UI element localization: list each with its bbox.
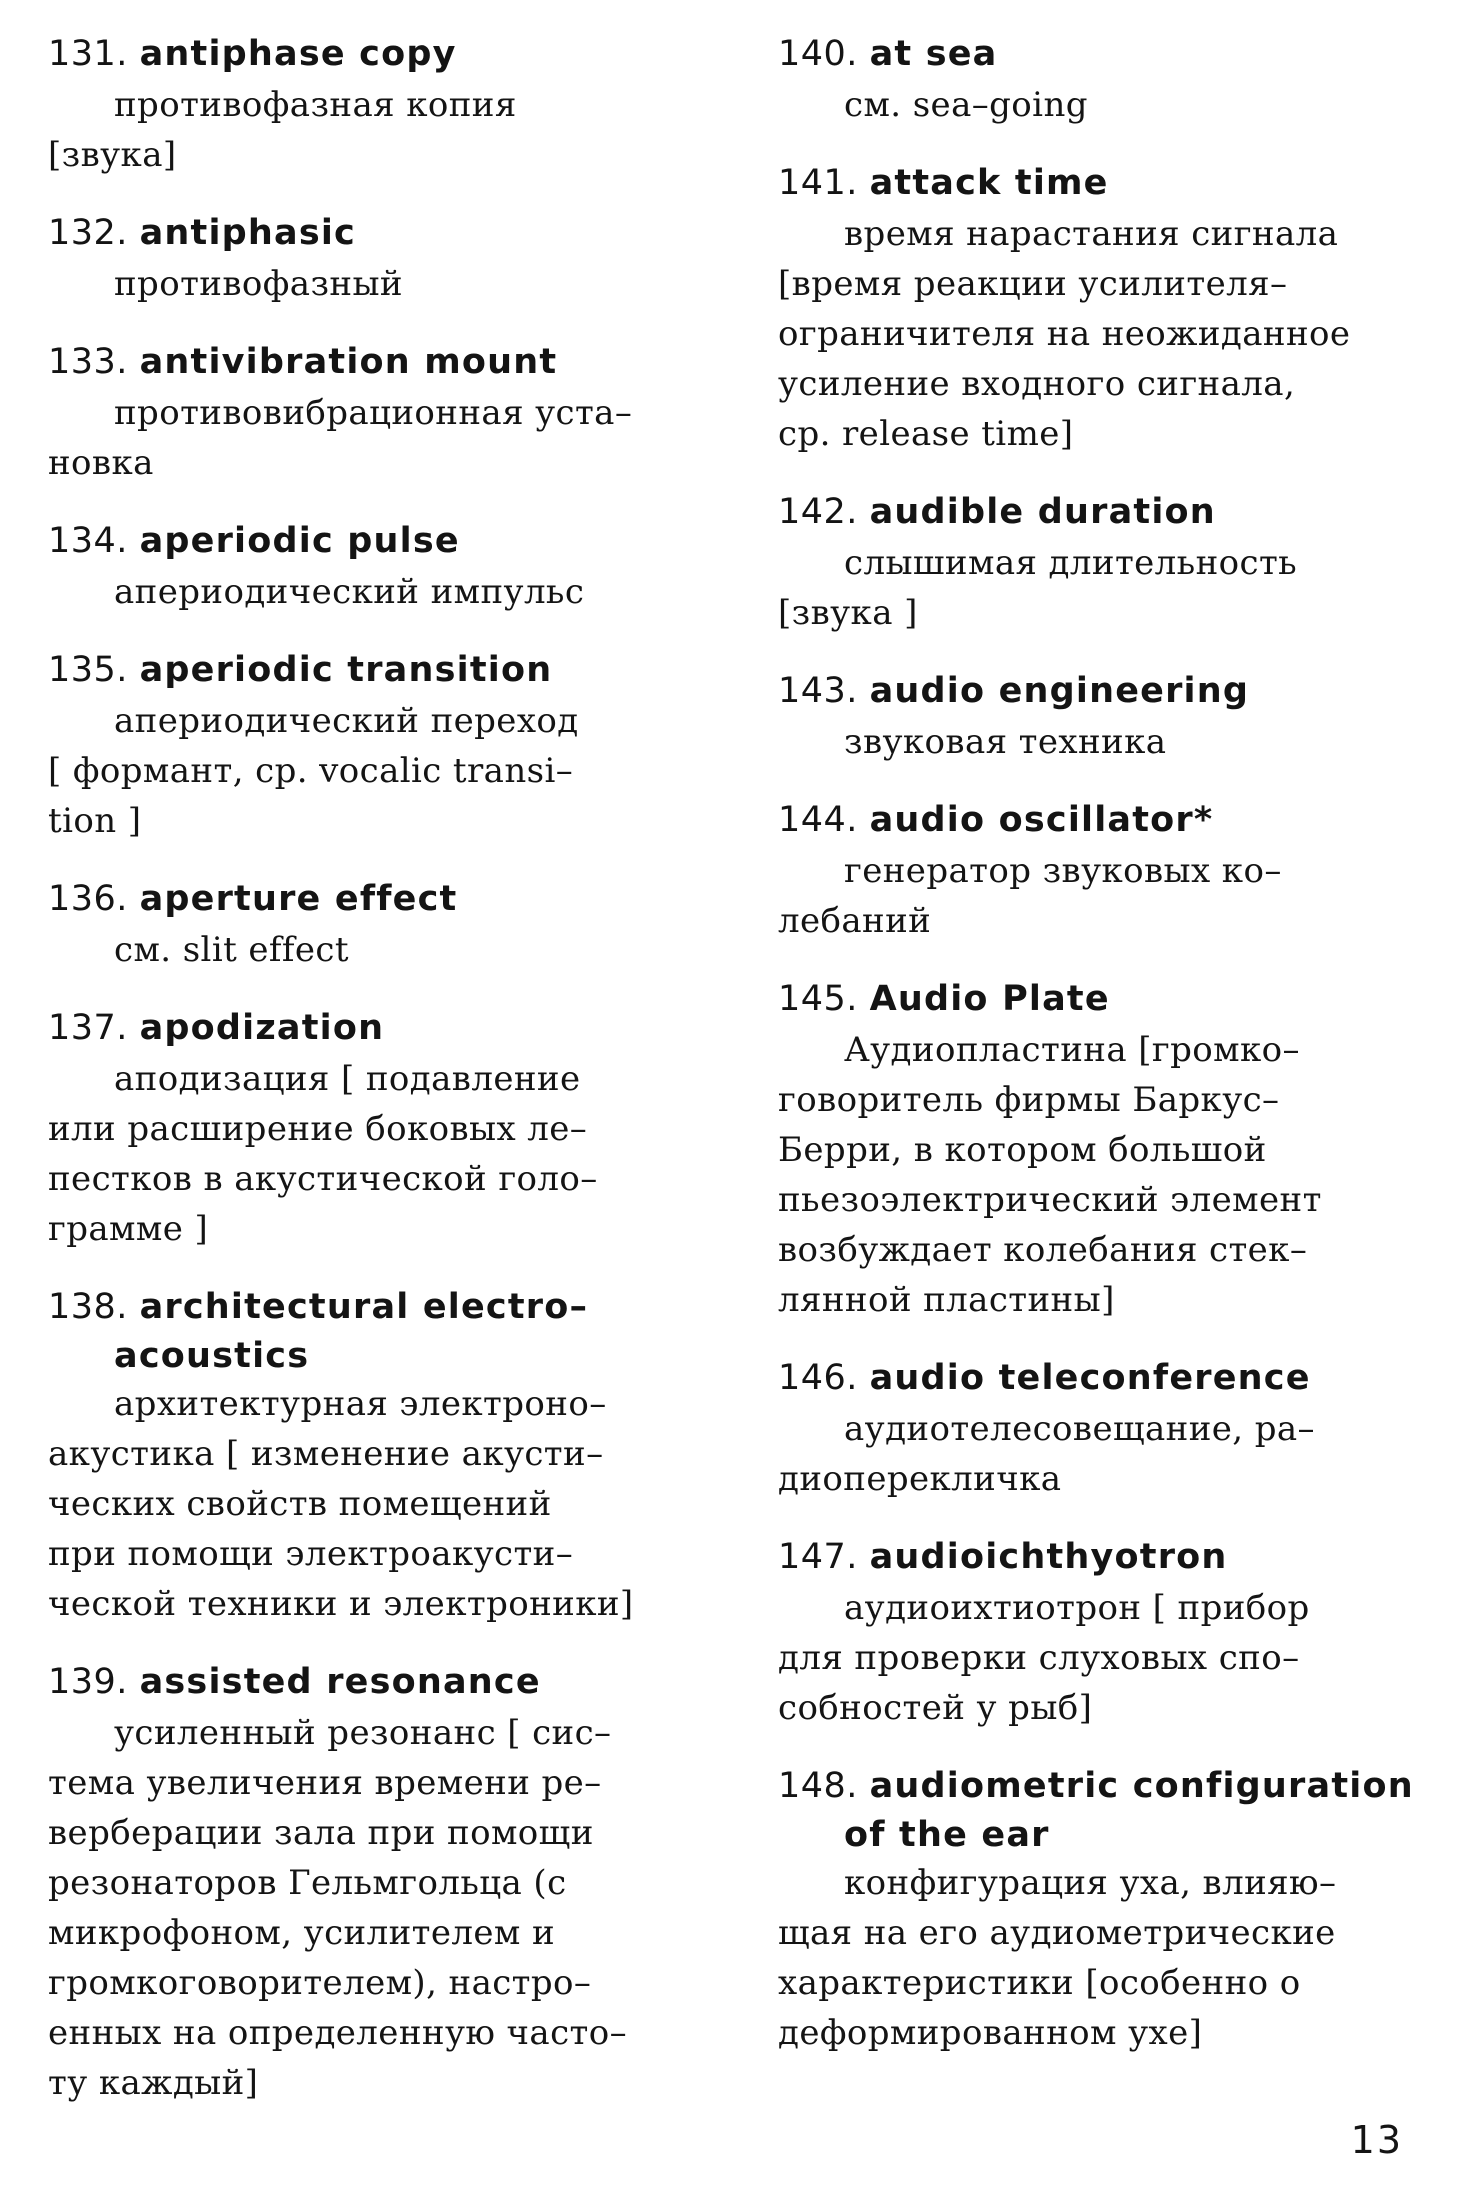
dictionary-entry: [48, 1656, 708, 2108]
entry-headword: [778, 28, 1418, 80]
entry-headword: [778, 486, 1418, 538]
entry-definition-line: звуковая техника: [844, 722, 1167, 762]
entry-definition-line: см. sea–going: [844, 85, 1088, 125]
dictionary-entry: [778, 794, 1418, 946]
entry-term: audible duration: [869, 492, 1216, 532]
dictionary-entry: [778, 28, 1418, 130]
entry-headword: [48, 1281, 708, 1333]
entry-term: antivibration mount: [139, 342, 558, 382]
entry-term: architectural electro–: [139, 1287, 589, 1327]
entry-term: Audio Plate: [869, 979, 1110, 1019]
entry-definition-line: усиление входного сигнала,: [778, 364, 1296, 404]
entry-term: audio teleconference: [869, 1358, 1311, 1398]
entry-term: antiphasic: [139, 213, 357, 253]
left-column: [48, 28, 708, 2135]
entry-definition-line: апериодический импульс: [114, 572, 585, 612]
entry-term: audiometric configuration: [869, 1766, 1414, 1806]
entry-definition-line: [звука]: [48, 135, 177, 175]
entry-headword: [48, 207, 708, 259]
entry-term-continuation: of the ear: [844, 1815, 1050, 1855]
entry-headword: [778, 157, 1418, 209]
entry-definition-line: ческих свойств помещений: [48, 1484, 552, 1524]
entry-headword: [778, 665, 1418, 717]
entry-definition-line: ту каждый]: [48, 2063, 259, 2103]
entry-number: 138.: [48, 1287, 128, 1327]
dictionary-entry: [48, 873, 708, 975]
entry-term: assisted resonance: [139, 1662, 541, 1702]
dictionary-entry: [778, 1531, 1418, 1733]
entry-definition-line: ограничителя на неожиданное: [778, 314, 1351, 354]
right-column: [778, 28, 1418, 2085]
entry-definition-line: [звука ]: [778, 593, 918, 633]
entry-definition-line: грамме ]: [48, 1209, 209, 1249]
entry-number: 140.: [778, 34, 858, 74]
entry-definition-line: аподизация [ подавление: [114, 1059, 581, 1099]
entry-number: 145.: [778, 979, 858, 1019]
entry-definition-line: громкоговорителем), настро–: [48, 1963, 592, 2003]
dictionary-entry: [778, 973, 1418, 1325]
entry-headword: [778, 794, 1418, 846]
entry-definition-line: tion ]: [48, 801, 142, 841]
entry-number: 144.: [778, 800, 858, 840]
entry-term: aperiodic pulse: [139, 521, 460, 561]
entry-definition-line: противовибрационная уста–: [114, 393, 633, 433]
dictionary-entry: [778, 157, 1418, 459]
entry-definition-line: противофазный: [114, 264, 403, 304]
entry-definition-line: пьезоэлектрический элемент: [778, 1180, 1322, 1220]
entry-number: 143.: [778, 671, 858, 711]
entry-headword: [778, 1352, 1418, 1404]
dictionary-entry: [48, 28, 708, 180]
dictionary-entry: [48, 1281, 708, 1629]
entry-number: 139.: [48, 1662, 128, 1702]
entry-definition-line: щая на его аудиометрические: [778, 1913, 1336, 1953]
dictionary-entry: [48, 1002, 708, 1254]
entry-headword: [48, 873, 708, 925]
dictionary-entry: [48, 336, 708, 488]
entry-definition-line: возбуждает колебания стек–: [778, 1230, 1308, 1270]
dictionary-entry: [778, 1760, 1418, 2058]
entry-definition-line: ческой техники и электроники]: [48, 1584, 634, 1624]
entry-number: 142.: [778, 492, 858, 532]
entry-term: apodization: [139, 1008, 385, 1048]
entry-headword: [48, 1002, 708, 1054]
entry-definition-line: апериодический переход: [114, 701, 579, 741]
entry-headword: [778, 973, 1418, 1025]
entry-definition-line: ср. release time]: [778, 414, 1074, 454]
entry-headword: [48, 336, 708, 388]
entry-number: 134.: [48, 521, 128, 561]
entry-definition-line: [ формант, ср. vocalic transi–: [48, 751, 574, 791]
entry-number: 133.: [48, 342, 128, 382]
entry-definition-line: собностей у рыб]: [778, 1688, 1093, 1728]
entry-definition-line: генератор звуковых ко–: [844, 851, 1282, 891]
entry-definition-line: тема увеличения времени ре–: [48, 1763, 602, 1803]
entry-number: 148.: [778, 1766, 858, 1806]
entry-term: attack time: [869, 163, 1109, 203]
entry-definition-line: слышимая длительность: [844, 543, 1298, 583]
entry-definition-line: или расширение боковых ле–: [48, 1109, 588, 1149]
entry-definition-line: акустика [ изменение акусти–: [48, 1434, 604, 1474]
entry-definition-line: новка: [48, 443, 154, 483]
entry-definition-line: верберации зала при помощи: [48, 1813, 594, 1853]
entry-definition-line: характеристики [особенно о: [778, 1963, 1301, 2003]
page-number: 13: [1350, 2118, 1403, 2162]
entry-definition-line: архитектурная электроно–: [114, 1384, 607, 1424]
entry-number: 147.: [778, 1537, 858, 1577]
entry-definition-line: пестков в акустической голо–: [48, 1159, 598, 1199]
entry-term: aperture effect: [139, 879, 458, 919]
entry-number: 135.: [48, 650, 128, 690]
entry-definition-line: лянной пластины]: [778, 1280, 1115, 1320]
entry-number: 146.: [778, 1358, 858, 1398]
dictionary-entry: [778, 486, 1418, 638]
entry-definition-line: деформированном ухе]: [778, 2013, 1203, 2053]
entry-definition-line: говоритель фирмы Баркус–: [778, 1080, 1280, 1120]
dictionary-entry: [778, 665, 1418, 767]
entry-term-continuation: acoustics: [114, 1336, 310, 1376]
entry-number: 141.: [778, 163, 858, 203]
entry-definition-line: Аудиопластина [громко–: [844, 1030, 1300, 1070]
entry-term: antiphase copy: [139, 34, 457, 74]
entry-definition-line: енных на определенную часто–: [48, 2013, 628, 2053]
entry-number: 137.: [48, 1008, 128, 1048]
entry-definition-line: [время реакции усилителя–: [778, 264, 1288, 304]
entry-definition-line: для проверки слуховых спо–: [778, 1638, 1300, 1678]
entry-definition-line: лебаний: [778, 901, 932, 941]
entry-number: 132.: [48, 213, 128, 253]
entry-headword: [48, 644, 708, 696]
entry-definition-line: конфигурация уха, влияю–: [844, 1863, 1337, 1903]
entry-definition-line: аудиоихтиотрон [ прибор: [844, 1588, 1310, 1628]
entry-number: 131.: [48, 34, 128, 74]
entry-number: 136.: [48, 879, 128, 919]
entry-definition-line: время нарастания сигнала: [844, 214, 1339, 254]
entry-headword: [778, 1760, 1418, 1812]
entry-term: aperiodic transition: [139, 650, 553, 690]
dictionary-entry: [48, 644, 708, 846]
entry-definition-line: при помощи электроакусти–: [48, 1534, 574, 1574]
entry-headword: [48, 1656, 708, 1708]
entry-term: audio oscillator*: [869, 800, 1214, 840]
entry-definition-line: противофазная копия: [114, 85, 517, 125]
entry-headword: [48, 515, 708, 567]
entry-definition-line: резонаторов Гельмгольца (с: [48, 1863, 567, 1903]
entry-term: audio engineering: [869, 671, 1250, 711]
entry-definition-line: Берри, в котором большой: [778, 1130, 1267, 1170]
entry-definition-line: см. slit effect: [114, 930, 349, 970]
entry-headword: [48, 28, 708, 80]
dictionary-entry: [778, 1352, 1418, 1504]
entry-definition-line: аудиотелесовещание, ра–: [844, 1409, 1315, 1449]
dictionary-entry: [48, 515, 708, 617]
entry-term: audioichthyotron: [869, 1537, 1228, 1577]
entry-definition-line: микрофоном, усилителем и: [48, 1913, 555, 1953]
dictionary-entry: [48, 207, 708, 309]
entry-definition-line: диоперекличка: [778, 1459, 1062, 1499]
entry-headword: [778, 1531, 1418, 1583]
entry-definition-line: усиленный резонанс [ сис–: [114, 1713, 612, 1753]
entry-term: at sea: [869, 34, 998, 74]
